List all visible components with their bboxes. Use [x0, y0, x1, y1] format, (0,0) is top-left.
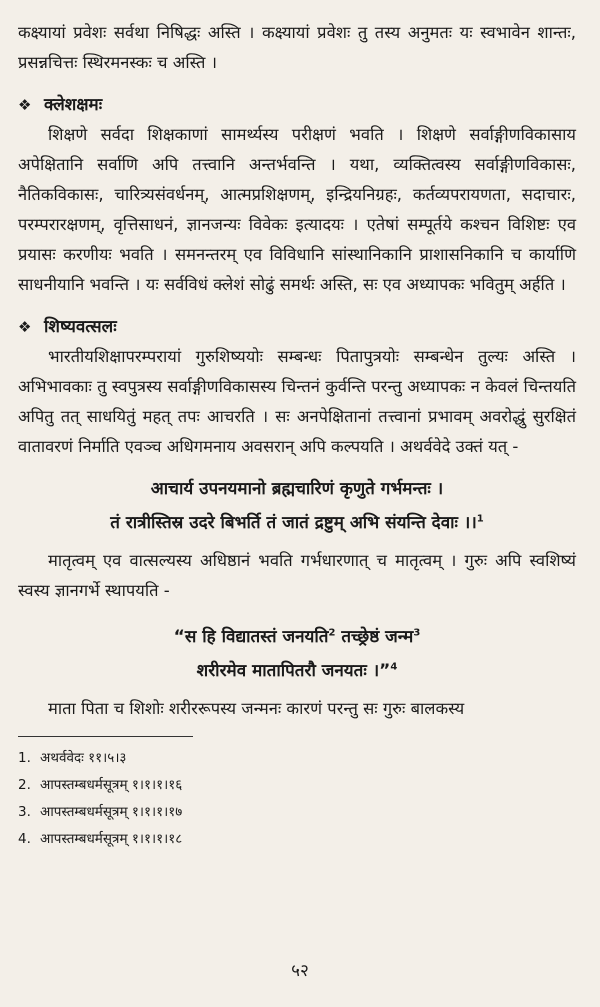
verse-line: [18, 506, 576, 540]
section1-paragraph: शिक्षणे सर्वदा शिक्षकाणां सामर्थ्यस्य परीक्षणं भवति । शिक्षणे सर्वाङ्गीणविकासाय अपेक्षितानि सर्वाणि अपि तत्त्वानि अन्तर्भवन्ति । यथा, व्यक्तित्वस्य सर्वाङ्गीणविकासः, नैतिकविकासः, चारित्र्यसंवर्धनम्, आत्मप्रशिक्षणम्, इन्द्रियनिग्रहः, कर्तव्यपरायणता, सदाचारः, परम्परारक्षणम्, वृत्तिसाधनं, ज्ञानजन्यः विवेकः इत्यादयः । एतेषां सम्पूर्तये कश्चन विशिष्टः एव प्रयासः करणीयः भवति । समनन्तरम् एव विविधानि सांस्थानिकानि प्राशासनिकानि च कार्याणि साधनीयानि भवन्ति । यः सर्वविधं क्लेशं सोढुं समर्थः अस्ति, सः एव अध्यापकः भवितुम् अर्हति ।: [18, 125, 577, 294]
page-number: ५२: [291, 961, 309, 981]
verse-line-text: तं रात्रीस्तिस्र उदरे बिभर्ति तं जातं द्रष्टुम् अभि संयन्ति देवाः ।।: [110, 513, 477, 533]
footnote-number: 3.: [18, 804, 31, 820]
section-heading-shishyavatsala: [18, 312, 576, 342]
footnote-marker: 2: [328, 627, 336, 639]
paragraph-mata-pita: माता पिता च शिशोः शरीररूपस्य जन्मनः कारणं परन्तु सः गुरुः बालकस्य: [48, 699, 465, 718]
footnote-number: 2.: [18, 777, 31, 793]
footnote-item: [18, 826, 576, 853]
section-heading-kleshakshama: [18, 90, 576, 120]
footnote-text: आपस्तम्बधर्मसूत्रम् १।१।१।१६: [40, 777, 183, 793]
footnote-marker: 1: [476, 513, 484, 525]
section2-paragraph: भारतीयशिक्षापरम्परायां गुरुशिष्ययोः सम्बन्धः पितापुत्रयोः सम्बन्धेन तुल्यः अस्ति । अभिभावकाः तु स्वपुत्रस्य सर्वाङ्गीणविकासस्य चिन्तनं कुर्वन्ति परन्तु अध्यापकः न केवलं चिन्तयति अपितु तत् साधयितुं महत् तपः आचरति । सः अनपेक्षितानां तत्त्वानां प्रभावम् अवरोद्धुं सुरक्षितं वातावरणं निर्माति एवञ्च अधिगमनाय अवसरान् अपि कल्पयति । अथर्ववेदे उक्तं यत् -: [18, 347, 576, 456]
section-heading-label: शिष्यवत्सलः: [44, 317, 117, 337]
footnote-text: आपस्तम्बधर्मसूत्रम् १।१।१।१८: [40, 831, 183, 847]
verse-atharvaveda: [18, 472, 576, 540]
paragraph-matrutva: मातृत्वम् एव वात्सल्यस्य अधिष्ठानं भवति गर्भधारणात् च मातृत्वम् । गुरुः अपि स्वशिष्यं स्वस्य ज्ञानगर्भे स्थापयति -: [18, 551, 576, 600]
footnote-text: आपस्तम्बधर्मसूत्रम् १।१।१।१७: [40, 804, 183, 820]
footnotes: [18, 745, 576, 853]
footnote-item: [18, 745, 576, 772]
footnote-marker: 3: [413, 627, 421, 639]
footnote-number: 1.: [18, 750, 31, 766]
verse-line: [18, 654, 576, 688]
footnote-text: अथर्ववेदः ११।५।३: [40, 750, 127, 766]
intro-paragraph: कक्ष्यायां प्रवेशः सर्वथा निषिद्धः अस्ति । कक्ष्यायां प्रवेशः तु तस्य अनुमतः यः स्वभावेन शान्तः, प्रसन्नचित्तः स्थिरमनस्कः च अस्ति ।: [18, 23, 576, 72]
footnote-item: [18, 799, 576, 826]
footnote-marker: 4: [390, 661, 398, 673]
footnote-item: [18, 772, 576, 799]
section-heading-label: क्लेशक्षमः: [44, 95, 103, 115]
footnote-divider: [18, 736, 193, 737]
verse-line-text: तच्छ्रेष्ठं जन्म: [335, 627, 414, 647]
verse-line: आचार्य उपनयमानो ब्रह्मचारिणं कृणुते गर्भमन्तः ।: [150, 479, 444, 499]
verse-line: [18, 620, 576, 654]
verse-line-text: शरीरमेव मातापितरौ जनयतः ।”: [196, 661, 391, 681]
diamond-bullet-icon: ❖: [18, 96, 32, 114]
diamond-bullet-icon: ❖: [18, 318, 32, 336]
footnote-number: 4.: [18, 831, 31, 847]
verse-line-text: “स हि विद्यातस्तं जनयति: [173, 627, 329, 647]
verse-apastamba: [18, 620, 576, 688]
